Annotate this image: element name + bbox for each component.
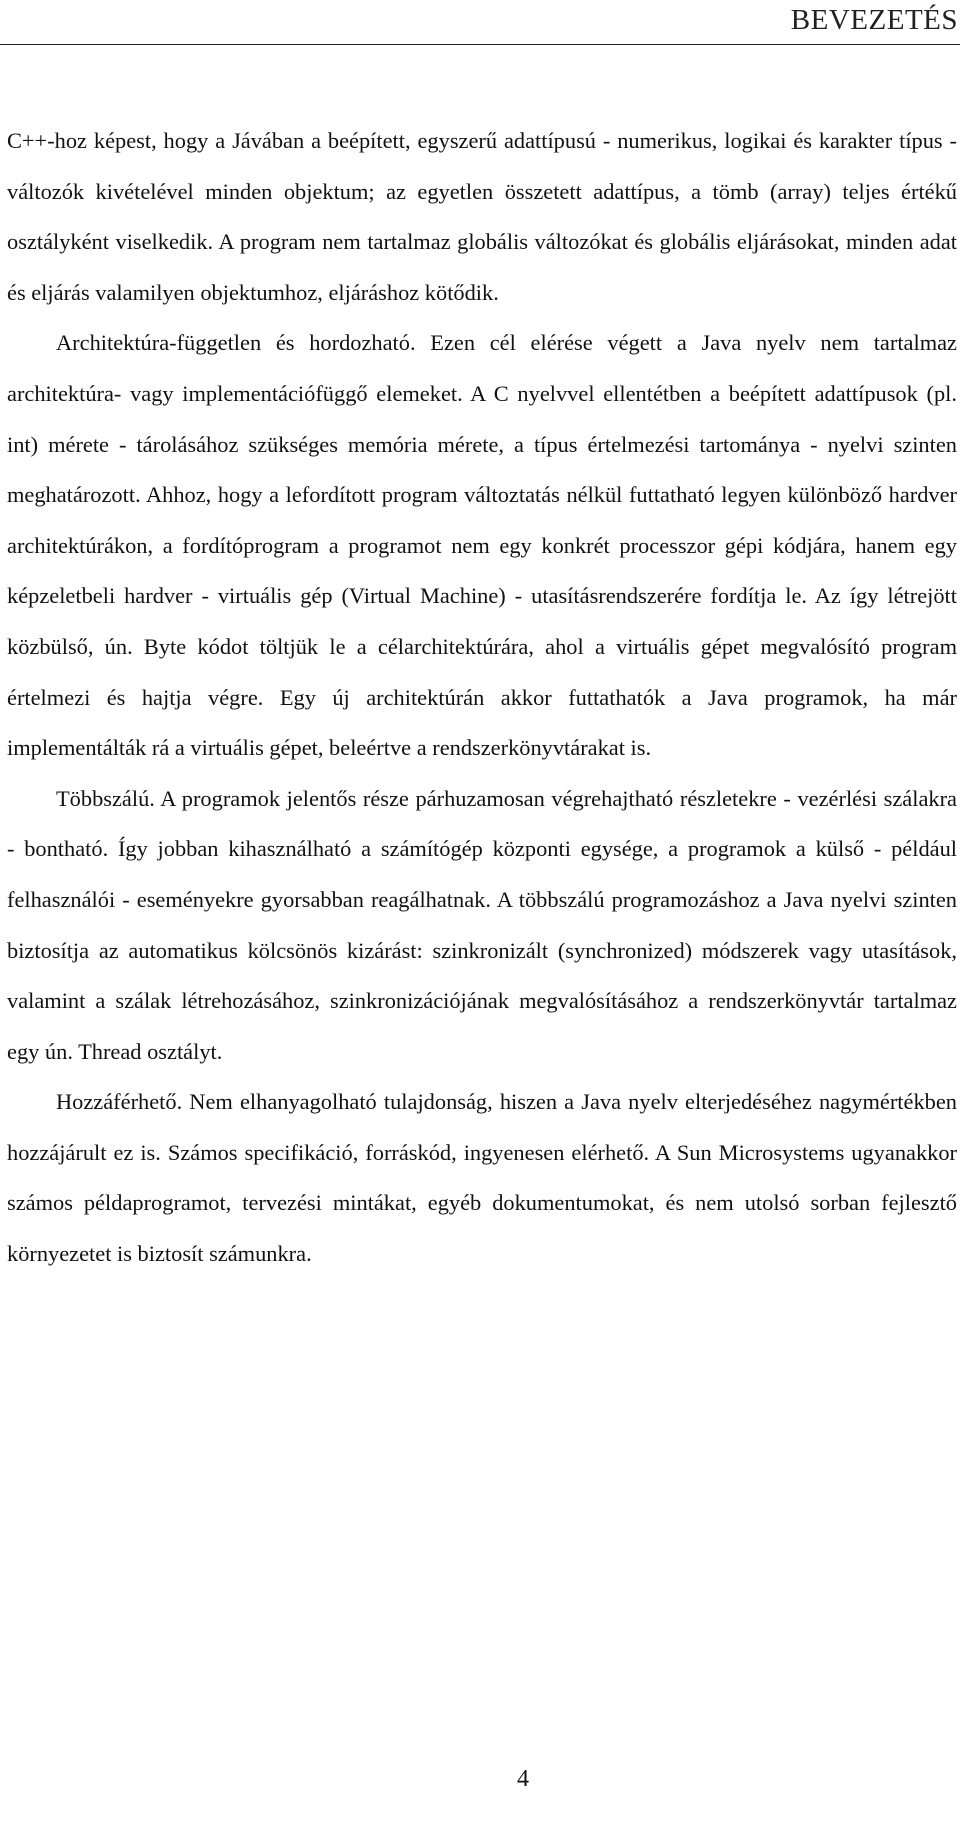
paragraph-1: C++-hoz képest, hogy a Jávában a beépített, egyszerű adattípusú - numerikus, logikai és karakter típus - változók kivételével minden objektum; az egyetlen összetett adattípus, a tömb (array) teljes értékű osztályként viselkedik. A program nem tartalmaz globális változókat és globális eljárásokat, minden adat és eljárás valamilyen objektumhoz, eljáráshoz kötődik.	[7, 128, 957, 305]
paragraph-3: Többszálú. A programok jelentős része párhuzamosan végrehajtható részletekre - vezérlési szálakra - bontható. Így jobban kihasználható a számítógép központi egysége, a programok a külső - például felhasználói - eseményekre gyorsabban reagálhatnak. A többszálú programozáshoz a Java nyelvi szinten biztosítja az automatikus kölcsönös kizárást: szinkronizált (synchronized) módszerek vagy utasítások, valamint a szálak létrehozásához, szinkronizációjának megvalósításához a rendszerkönyvtár tartalmaz egy ún. Thread osztályt.	[7, 785, 957, 1064]
paragraph-2: Architektúra-független és hordozható. Ezen cél elérése végett a Java nyelv nem tartalmaz architektúra- vagy implementációfüggő elemeket. A C nyelvvel ellentétben a beépített adattípusok (pl. int) mérete - tárolásához szükséges memória mérete, a típus értelmezési tartománya - nyelvi szinten meghatározott. Ahhoz, hogy a lefordított program változtatás nélkül futtatható legyen különböző hardver architektúrákon, a fordítóprogram a programot nem egy konkrét processzor gépi kódjára, hanem egy képzeletbeli hardver - virtuális gép (Virtual Machine) - utasításrendszerére fordítja le. Az így létrejött közbülső, ún. Byte kódot töltjük le a célarchitektúrára, ahol a virtuális gépet megvalósító program értelmezi és hajtja végre. Egy új architektúrán akkor futtathatók a Java programok, ha már implementálták rá a virtuális gépet, beleértve a rendszerkönyvtárakat is.	[7, 330, 957, 761]
page-header	[0, 0, 960, 45]
page-number: 4	[517, 1766, 529, 1792]
chapter-title: BEVEZETÉS	[790, 4, 958, 36]
paragraph-4: Hozzáférhető. Nem elhanyagolható tulajdonság, hiszen a Java nyelv elterjedéséhez nagymértékben hozzájárult ez is. Számos specifikáció, forráskód, ingyenesen elérhető. A Sun Microsystems ugyanakkor számos példaprogramot, tervezési mintákat, egyéb dokumentumokat, és nem utolsó sorban fejlesztő környezetet is biztosít számunkra.	[7, 1089, 957, 1267]
page-body	[7, 116, 957, 1280]
